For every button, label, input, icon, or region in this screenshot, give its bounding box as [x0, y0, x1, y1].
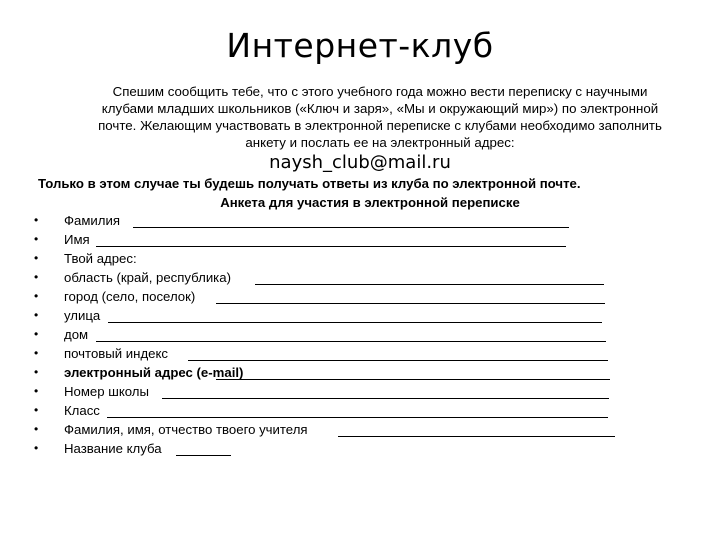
fill-line[interactable]	[216, 303, 605, 304]
bullet-icon: •	[34, 327, 39, 341]
bullet-icon: •	[34, 422, 39, 436]
fill-line[interactable]	[255, 284, 604, 285]
field-label: город (село, поселок)	[64, 289, 196, 304]
field-label: Класс	[64, 403, 100, 418]
bullet-icon: •	[34, 441, 39, 455]
fill-line[interactable]	[107, 417, 608, 418]
bullet-icon: •	[34, 308, 39, 322]
bullet-icon: •	[34, 346, 39, 360]
fill-line[interactable]	[162, 398, 609, 399]
intro-paragraph	[60, 83, 700, 151]
bullet-icon: •	[34, 403, 39, 417]
field-label: Твой адрес:	[64, 251, 137, 266]
field-label: Фамилия, имя, отчество твоего учителя	[64, 422, 308, 437]
club-email: naysh_club@mail.ru	[269, 152, 451, 173]
fill-line[interactable]	[176, 455, 231, 456]
fill-line[interactable]	[188, 360, 608, 361]
fill-line[interactable]	[338, 436, 615, 437]
note-text: Только в этом случае ты будешь получать ответы из клуба по электронной почте.	[38, 176, 581, 191]
intro-line: Спешим сообщить тебе, что с этого учебного года можно вести переписку с научными	[112, 84, 648, 99]
fill-line[interactable]	[96, 246, 566, 247]
intro-line: анкету и послать ее на электронный адрес:	[245, 135, 515, 150]
field-label: Название клуба	[64, 441, 162, 456]
field-label: Имя	[64, 232, 90, 247]
fill-line[interactable]	[133, 227, 569, 228]
fill-line[interactable]	[108, 322, 602, 323]
bullet-icon: •	[34, 270, 39, 284]
intro-line: клубами младших школьников («Ключ и заря», «Мы и окружающий мир») по электронной	[101, 101, 659, 116]
bullet-icon: •	[34, 232, 39, 246]
fill-line[interactable]	[96, 341, 606, 342]
field-label: Фамилия	[64, 213, 120, 228]
bullet-icon: •	[34, 251, 39, 265]
bullet-icon: •	[34, 384, 39, 398]
field-label: почтовый индекс	[64, 346, 168, 361]
bullet-icon: •	[34, 365, 39, 379]
field-label: Номер школы	[64, 384, 149, 399]
field-label: улица	[64, 308, 101, 323]
field-label: дом	[64, 327, 89, 342]
field-label: область (край, республика)	[64, 270, 231, 285]
bullet-icon: •	[34, 213, 39, 227]
page-title: Интернет-клуб	[226, 26, 494, 65]
intro-line: почте. Желающим участвовать в электронной переписке с клубами необходимо заполнить	[98, 118, 662, 133]
fill-line[interactable]	[216, 379, 610, 380]
form-title: Анкета для участия в электронной переписке	[220, 195, 520, 210]
bullet-icon: •	[34, 289, 39, 303]
field-label: электронный адрес (e-mail)	[64, 365, 244, 380]
